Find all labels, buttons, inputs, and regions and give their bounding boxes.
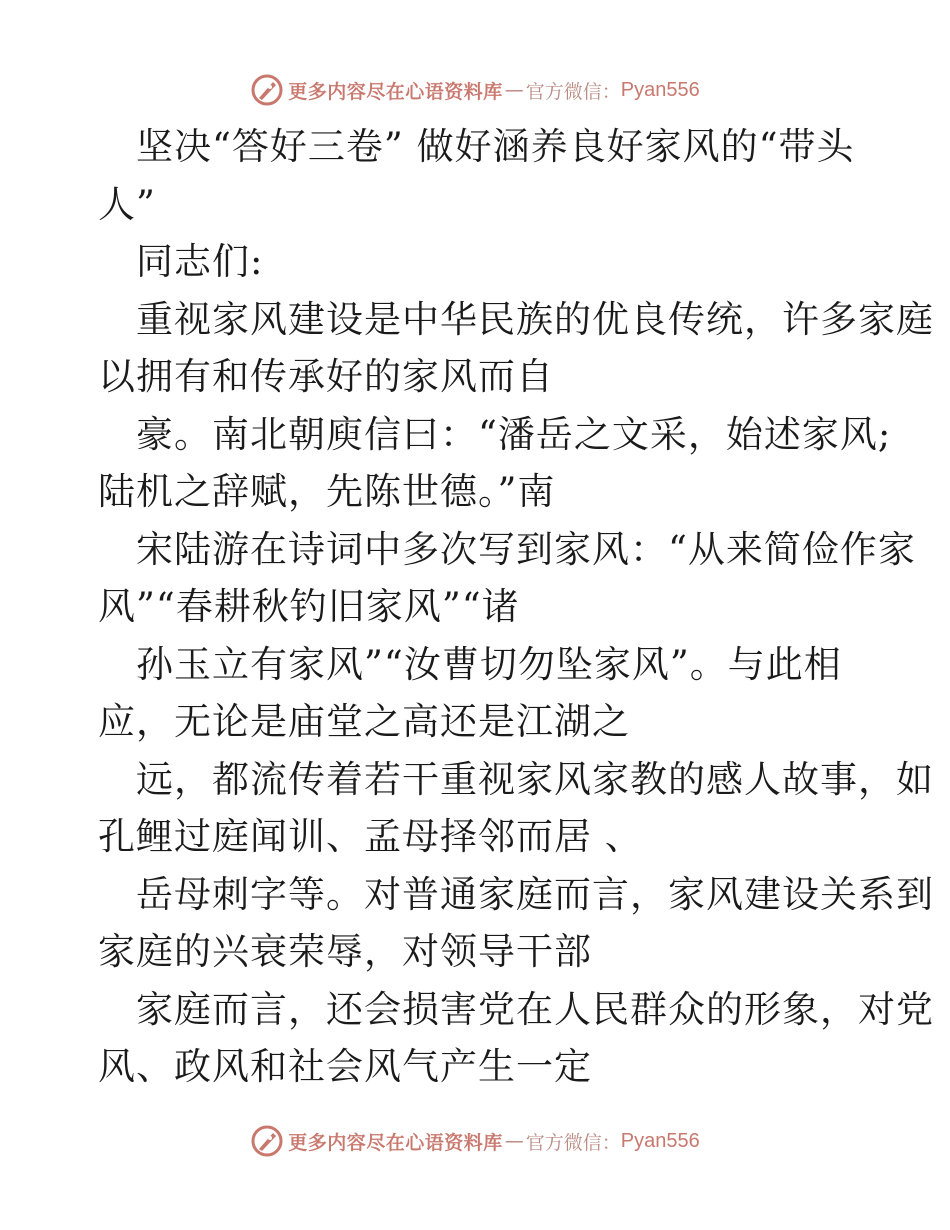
paragraph-line: 远，都流传着若干重视家风家教的感人故事，如 — [136, 757, 934, 801]
salutation: 同志们: — [136, 240, 264, 283]
watermark-wechat-label: 官方微信： — [525, 1131, 621, 1154]
paragraph-line: 家庭的兴衰荣辱，对领导干部 — [98, 930, 592, 973]
watermark-separator: — — [504, 79, 524, 101]
paragraph-line: 宋陆游在诗词中多次写到家风：“从来简俭作家 — [136, 527, 916, 571]
pen-logo-icon — [250, 73, 284, 107]
paragraph-line: 以拥有和传承好的家风而自 — [98, 355, 554, 398]
pen-logo-icon — [250, 1124, 284, 1158]
paragraph-line: 陆机之辞赋，先陈世德。”南 — [98, 470, 556, 513]
paragraph-line: 风”“春耕秋钓旧家风”“诸 — [98, 585, 520, 628]
paragraph-line: 重视家风建设是中华民族的优良传统，许多家庭 — [136, 297, 934, 341]
watermark-wechat-label: 官方微信： — [525, 80, 621, 103]
paragraph-line: 应，无论是庙堂之高还是江湖之 — [98, 700, 630, 743]
paragraph-line: 豪。南北朝庾信曰：“潘岳之文采，始述家风; — [136, 412, 892, 456]
document-title-line: 坚决“答好三卷” 做好涵养良好家风的“带头 — [136, 125, 855, 168]
paragraph-line: 岳母刺字等。对普通家庭而言，家风建设关系到 — [136, 872, 934, 916]
paragraph-line: 孔鲤过庭闻训、孟母择邻而居 、 — [98, 815, 643, 858]
watermark-wechat-id: Pyan556 — [620, 1129, 700, 1152]
watermark-brand-text: 更多内容尽在心语资料库 — [288, 80, 503, 103]
watermark-separator: — — [504, 1130, 524, 1152]
paragraph-line: 风、政风和社会风气产生一定 — [98, 1045, 592, 1088]
paragraph-line: 家庭而言，还会损害党在人民群众的形象，对党 — [136, 987, 934, 1031]
document-body — [98, 118, 934, 1096]
paragraph-line: 孙玉立有家风”“汝曹切勿坠家风”。与此相 — [136, 642, 842, 686]
footer-watermark — [0, 1121, 950, 1161]
watermark-brand-text: 更多内容尽在心语资料库 — [288, 1131, 503, 1154]
watermark-wechat-id: Pyan556 — [620, 78, 700, 101]
document-title-line: 人” — [98, 182, 156, 226]
header-watermark — [0, 70, 950, 110]
